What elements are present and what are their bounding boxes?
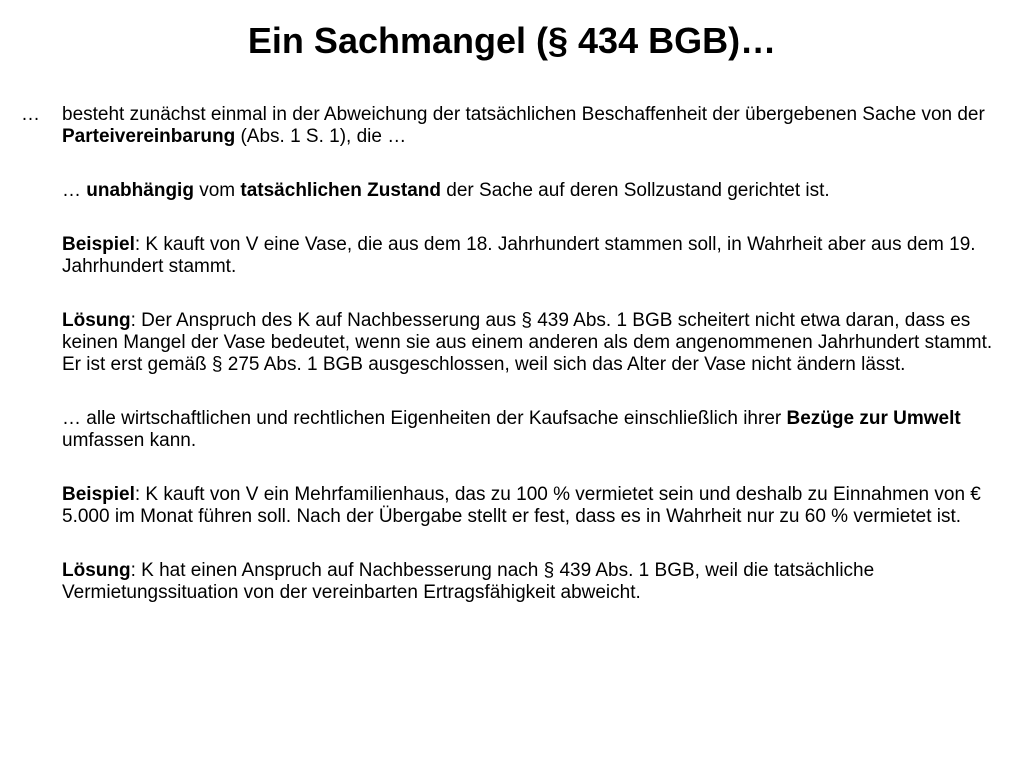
p4-text-a: : Der Anspruch des K auf Nachbesserung aus § 439 Abs. 1 BGB scheitert nicht etwa daran, dass es keinen Mangel der Vase bedeutet, wenn sie aus einem anderen als dem angenommenen Jahrhundert stammt. Er ist erst gemäß § 275 Abs. 1 BGB ausgeschlossen, weil sich das Alter der Vase nicht ändern lässt.	[62, 310, 993, 375]
paragraph-beispiel-vase	[62, 234, 1007, 278]
paragraph-loesung-mehrfamilienhaus	[62, 560, 1007, 604]
paragraph-unabhaengig	[62, 180, 1007, 202]
p5-bold-bezuege-zur-umwelt: Bezüge zur Umwelt	[786, 408, 961, 429]
p2-bold-unabhaengig: unabhängig	[86, 180, 194, 201]
p2-text-c: der Sache auf deren Sollzustand gerichtet ist.	[441, 180, 830, 201]
paragraph-umweltbezuege	[62, 408, 1007, 452]
p1-bold-parteivereinbarung: Parteivereinbarung	[62, 126, 236, 147]
p5-text-a: … alle wirtschaftlichen und rechtlichen Eigenheiten der Kaufsache einschließlich ihrer	[62, 408, 787, 429]
p2-text-b: vom	[193, 180, 241, 201]
paragraph-parteivereinbarung	[62, 104, 1007, 148]
p3-text-a: : K kauft von V eine Vase, die aus dem 18. Jahrhundert stammen soll, in Wahrheit aber aus dem 19. Jahrhundert stammt.	[62, 234, 976, 277]
p1-text-b: (Abs. 1 S. 1), die …	[235, 126, 407, 147]
p1-text-a: besteht zunächst einmal in der Abweichung der tatsächlichen Beschaffenheit der übergebenen Sache von der	[62, 104, 985, 125]
slide-body	[62, 104, 1007, 636]
p2-bold-tatsaechlicher-zustand: tatsächlichen Zustand	[240, 180, 441, 201]
paragraph-beispiel-mehrfamilienhaus	[62, 484, 1007, 528]
p6-bold-beispiel: Beispiel	[62, 484, 135, 505]
slide-title: Ein Sachmangel (§ 434 BGB)…	[247, 20, 777, 61]
bullet-marker: …	[21, 104, 40, 125]
p4-bold-loesung: Lösung	[62, 310, 131, 331]
paragraph-loesung-vase	[62, 310, 1007, 376]
p3-bold-beispiel: Beispiel	[62, 234, 135, 255]
p6-text-a: : K kauft von V ein Mehrfamilienhaus, das zu 100 % vermietet sein und deshalb zu Einnahmen von € 5.000 im Monat führen soll. Nach der Übergabe stellt er fest, dass es in Wahrheit nur zu 60 % vermietet ist.	[62, 484, 981, 527]
p7-bold-loesung: Lösung	[62, 560, 131, 581]
p2-text-a: …	[62, 180, 87, 201]
p5-text-b: umfassen kann.	[62, 430, 197, 451]
p7-text-a: : K hat einen Anspruch auf Nachbesserung nach § 439 Abs. 1 BGB, weil die tatsächliche Vermietungssituation von der vereinbarten Ertragsfähigkeit abweicht.	[62, 560, 875, 603]
